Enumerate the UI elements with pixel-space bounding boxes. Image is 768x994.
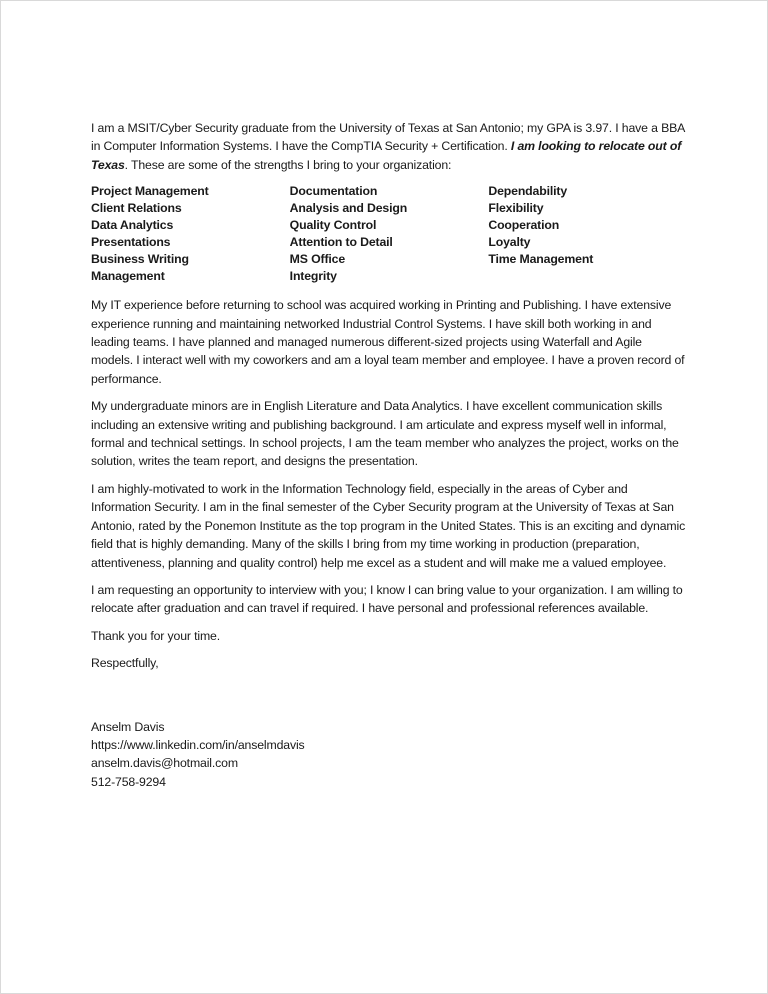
relocation-emphasis: I am looking to relocate out of Texas — [91, 139, 682, 172]
strength-item: Integrity — [289, 269, 337, 284]
strength-item: Business Writing — [91, 252, 189, 267]
strength-item: Project Management — [91, 184, 209, 199]
cover-letter-body — [91, 119, 687, 791]
closing-line: Respectfully, — [91, 656, 159, 671]
intro-text-part1: I am a MSIT/Cyber Security graduate from the University of Texas at San Antonio; my GPA is 3.97. I have a BBA in Computer Information Systems. I have the CompTIA Security + Certification. — [91, 121, 685, 154]
signer-name: Anselm Davis — [91, 719, 165, 734]
strength-item: Analysis and Design — [289, 201, 408, 216]
strength-item: Flexibility — [488, 201, 544, 216]
strength-item: MS Office — [289, 252, 346, 267]
linkedin-link[interactable]: https://www.linkedin.com/in/anselmdavis — [91, 737, 305, 752]
motivation-paragraph: I am highly-motivated to work in the Information Technology field, especially in the areas of Cyber and Information Security. I am in the final semester of the Cyber Security program at the University of Texas at San Antonio, rated by the Ponemon Institute as the top program in the United States. This is an exciting and dynamic field that is highly demanding. Many of the skills I bring from my time working in production (preparation, attentiveness, planning and quality control) help me excel as a student and will make me a valued employee. — [91, 481, 686, 570]
strength-item: Data Analytics — [91, 218, 174, 233]
strengths-column-2 — [290, 183, 489, 285]
strength-item: Presentations — [91, 235, 171, 250]
experience-paragraph: My IT experience before returning to school was acquired working in Printing and Publishing. I have extensive experience running and maintaining networked Industrial Control Systems. I have skill both working in and leading teams. I have planned and managed numerous different-sized projects using Waterfall and Agile models. I interact well with my coworkers and am a loyal team member and employee. I have a proven record of performance. — [91, 298, 685, 386]
strength-item: Client Relations — [91, 201, 182, 216]
strength-item: Cooperation — [488, 218, 560, 233]
signature-space — [91, 682, 687, 718]
strength-item: Documentation — [289, 184, 378, 199]
strengths-list — [91, 183, 687, 285]
strengths-column-3 — [488, 183, 687, 285]
phone-number: 512-758-9294 — [91, 774, 166, 789]
strength-item: Attention to Detail — [289, 235, 393, 250]
request-paragraph: I am requesting an opportunity to interview with you; I know I can bring value to your organization. I am willing to relocate after graduation and can travel if required. I have personal and professional references available. — [91, 582, 683, 616]
intro-text-part2: . These are some of the strengths I bring to your organization: — [124, 157, 452, 172]
strengths-column-1 — [91, 183, 290, 285]
education-paragraph: My undergraduate minors are in English Literature and Data Analytics. I have excellent communication skills including an extensive writing and publishing background. I am articulate and express myself well in informal, formal and technical settings. In school projects, I am the team member who analyzes the project, works on the solution, writes the team report, and designs the presentation. — [91, 399, 679, 469]
intro-paragraph — [91, 119, 687, 174]
strength-item: Quality Control — [289, 218, 377, 233]
strength-item: Time Management — [488, 252, 594, 267]
strength-item: Dependability — [488, 184, 568, 199]
signature-block — [91, 718, 687, 792]
email-link[interactable]: anselm.davis@hotmail.com — [91, 756, 238, 771]
thanks-line: Thank you for your time. — [91, 628, 220, 643]
strength-item: Management — [91, 269, 165, 284]
strength-item: Loyalty — [488, 235, 531, 250]
